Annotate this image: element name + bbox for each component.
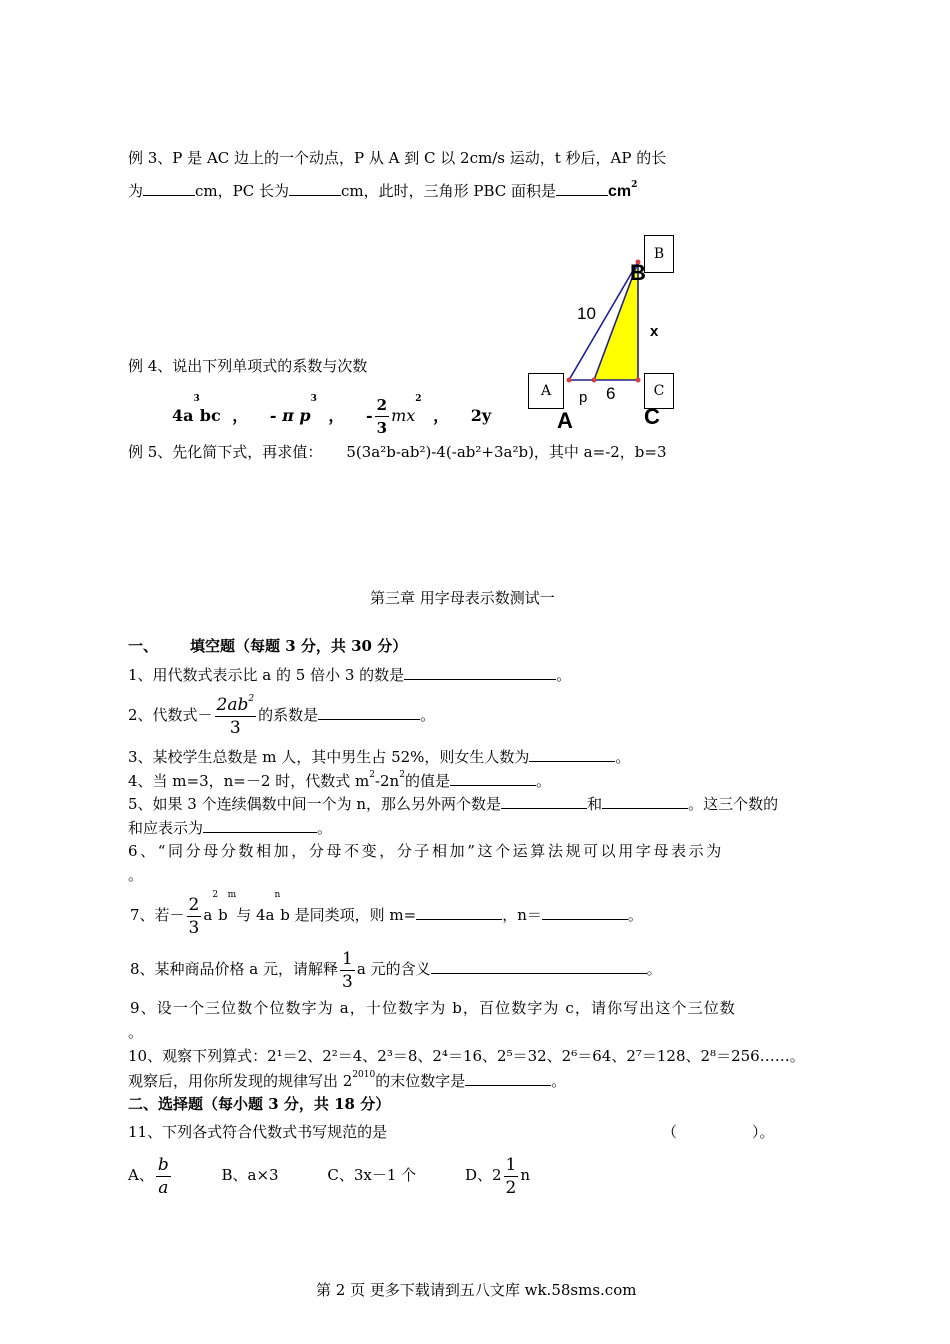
answer-blank bbox=[203, 817, 317, 833]
q7-pre: 7、若－ bbox=[130, 906, 185, 924]
q2-frac bbox=[215, 694, 257, 739]
q4-pre: 4、当 m=3，n=－2 时，代数式 m bbox=[128, 772, 370, 790]
frac-num: 1 bbox=[342, 948, 353, 969]
q10-line2b: 的末位数字是 bbox=[375, 1072, 466, 1090]
frac-num: b bbox=[157, 1154, 169, 1175]
frac-den: a bbox=[158, 1177, 169, 1198]
term1-exp: 3 bbox=[193, 394, 200, 404]
ex3-unit-exp: 2 bbox=[631, 180, 638, 190]
term4: 2y bbox=[470, 406, 492, 425]
q9-line2: 。 bbox=[128, 1023, 144, 1041]
term3-exp: 2 bbox=[415, 394, 422, 404]
q6-line1: 6、“同分母分数相加，分母不变，分子相加”这个运算法规可以用字母表示为 bbox=[128, 842, 724, 860]
answer-blank bbox=[501, 793, 587, 809]
q2-post: 的系数是 bbox=[258, 706, 319, 724]
q7-b: b bbox=[218, 906, 228, 924]
q5-line2 bbox=[128, 817, 332, 838]
q7-end: 。 bbox=[627, 906, 643, 924]
frac-den: 3 bbox=[229, 717, 241, 738]
page-footer: 第 2 页 更多下载请到五八文库 wk.58sms.com bbox=[316, 1281, 637, 1299]
q5-end: 。这三个数的 bbox=[688, 795, 779, 813]
q3-text: 3、某校学生总数是 m 人，其中男生占 52%，则女生人数为 bbox=[128, 748, 530, 766]
frac-den: 3 bbox=[188, 917, 200, 938]
ex5-expr: 5(3a²b-ab²)-4(-ab²+3a²b)，其中 a=-2，b=3 bbox=[346, 443, 667, 461]
q11-paren: （ ）。 bbox=[662, 1123, 775, 1141]
q3-end: 。 bbox=[615, 748, 631, 766]
q2-num: 2ab bbox=[216, 694, 249, 715]
answer-blank bbox=[404, 664, 556, 680]
label-b: B bbox=[630, 260, 646, 285]
frac-num bbox=[215, 694, 257, 717]
q4-exp2: 2 bbox=[399, 770, 405, 780]
label-b-box: B bbox=[644, 235, 674, 273]
answer-blank bbox=[416, 904, 502, 920]
answer-blank bbox=[431, 958, 647, 974]
frac-den: 3 bbox=[376, 419, 388, 437]
ex4-title: 例 4、说出下列单项式的系数与次数 bbox=[128, 357, 368, 375]
term2-exp: 3 bbox=[310, 394, 317, 404]
label-a-box: A bbox=[528, 373, 564, 409]
point-a-dot bbox=[567, 378, 572, 383]
ex5-label: 例 5、先化简下式，再求值： bbox=[128, 443, 323, 461]
sep: ， bbox=[433, 406, 450, 425]
section1-heading bbox=[128, 636, 407, 656]
frac-num: 2 bbox=[188, 894, 200, 915]
option-a[interactable] bbox=[128, 1154, 173, 1198]
ex3-seg1: cm，PC 长为 bbox=[195, 182, 289, 200]
section2-heading: 二、选择题（每小题 3 分，共 18 分） bbox=[128, 1095, 391, 1113]
q5-line2-text: 和应表示为 bbox=[128, 819, 204, 837]
option-d-post: n bbox=[520, 1166, 531, 1184]
q7-post: b 是同类项，则 m= bbox=[280, 906, 417, 924]
answer-blank bbox=[450, 770, 536, 786]
q7-a-exp: 2 bbox=[212, 890, 219, 900]
q2-end: 。 bbox=[420, 706, 436, 724]
q8-frac bbox=[340, 948, 355, 993]
term2 bbox=[269, 394, 317, 425]
q4 bbox=[128, 770, 551, 791]
q10-line1: 10、观察下列算式：2¹＝2、2²＝4、2³＝8、2⁴＝16、2⁵＝32、2⁶＝64、2⁷＝128、2⁸＝256……。 bbox=[128, 1047, 805, 1065]
frac-num: 1 bbox=[505, 1154, 517, 1175]
term1-c: bc bbox=[199, 406, 221, 425]
answer-blank bbox=[542, 904, 628, 920]
section1-num: 一、 bbox=[128, 637, 159, 655]
q2-num-exp: 2 bbox=[248, 693, 255, 704]
q4-exp1: 2 bbox=[369, 770, 375, 780]
ex3-line1: 例 3、P 是 AC 边上的一个动点，P 从 A 到 C 以 2cm/s 运动，t 秒后，AP 的长 bbox=[128, 149, 667, 167]
term3-frac bbox=[375, 394, 389, 439]
term3 bbox=[366, 394, 422, 437]
term3-sign: - bbox=[366, 406, 373, 425]
q2-pre: 2、代数式－ bbox=[128, 706, 213, 724]
q4-mid: -2n bbox=[374, 772, 400, 790]
q7-n-exp: n bbox=[274, 890, 281, 900]
q8-pre: 8、某种商品价格 a 元，请解释 bbox=[130, 960, 339, 978]
option-d[interactable] bbox=[464, 1154, 531, 1198]
q10-line2 bbox=[128, 1070, 566, 1091]
ex3-unit: cm bbox=[608, 183, 632, 200]
q5-line1 bbox=[128, 793, 778, 814]
blank bbox=[289, 180, 341, 196]
q1-end: 。 bbox=[556, 666, 572, 684]
q7-b-exp: m bbox=[227, 890, 237, 900]
term1 bbox=[172, 394, 221, 425]
option-d-label: D、2 bbox=[464, 1166, 502, 1184]
sep: ， bbox=[232, 406, 249, 425]
q9-line1: 9、设一个三位数个位数字为 a，十位数字为 b，百位数字为 c，请你写出这个三位数 bbox=[130, 999, 736, 1017]
q8 bbox=[130, 944, 662, 994]
term2-a: - π p bbox=[269, 406, 311, 425]
frac-den: 2 bbox=[505, 1177, 517, 1198]
sep: ， bbox=[328, 406, 345, 425]
q5-text: 5、如果 3 个连续偶数中间一个为 n，那么另外两个数是 bbox=[128, 795, 502, 813]
label-c-box: C bbox=[644, 373, 674, 409]
answer-blank bbox=[318, 704, 420, 720]
q7-a: a bbox=[203, 906, 213, 924]
q11-stem: 11、下列各式符合代数式书写规范的是 bbox=[128, 1123, 388, 1141]
q7 bbox=[130, 890, 643, 940]
q6-line2: 。 bbox=[128, 866, 144, 884]
label-6: 6 bbox=[606, 384, 616, 403]
answer-blank bbox=[529, 746, 615, 762]
option-a-label: A、 bbox=[128, 1166, 154, 1184]
ex4-terms bbox=[172, 394, 491, 439]
point-p-dot bbox=[592, 378, 597, 383]
q4-end: 。 bbox=[535, 772, 551, 790]
q3 bbox=[128, 746, 630, 767]
q8-end: 。 bbox=[646, 960, 662, 978]
blank bbox=[556, 180, 608, 196]
option-a-frac bbox=[156, 1154, 171, 1199]
point-c-dot bbox=[636, 378, 641, 383]
answer-blank bbox=[465, 1070, 551, 1086]
q2 bbox=[128, 690, 435, 740]
label-10: 10 bbox=[577, 304, 596, 323]
ex3-line2 bbox=[128, 180, 637, 202]
q10-end: 。 bbox=[551, 1072, 567, 1090]
label-x: x bbox=[650, 323, 659, 340]
section1-title: 填空题（每题 3 分，共 30 分） bbox=[190, 637, 408, 655]
frac-den: 3 bbox=[342, 971, 353, 992]
ex3-prefix: 为 bbox=[128, 182, 144, 200]
q7-sep: ，n＝ bbox=[502, 906, 542, 924]
q1 bbox=[128, 664, 571, 685]
chapter-title: 第三章 用字母表示数测试一 bbox=[370, 589, 555, 607]
q8-post: a 元的含义 bbox=[356, 960, 431, 978]
option-d-frac bbox=[504, 1154, 519, 1199]
label-c: C bbox=[644, 404, 660, 429]
q10-exp: 2010 bbox=[352, 1070, 376, 1080]
term1-a: 4a bbox=[172, 406, 194, 425]
q10-line2a: 观察后，用你所发现的规律写出 2 bbox=[128, 1072, 353, 1090]
term3-b: mx bbox=[391, 406, 416, 425]
answer-blank bbox=[602, 793, 688, 809]
q1-text: 1、用代数式表示比 a 的 5 倍小 3 的数是 bbox=[128, 666, 405, 684]
frac-num: 2 bbox=[375, 394, 389, 417]
ex5-line bbox=[128, 442, 667, 462]
q11-options bbox=[128, 1150, 530, 1200]
label-p: p bbox=[579, 389, 588, 406]
q4-post: 的值是 bbox=[404, 772, 450, 790]
blank bbox=[143, 180, 195, 196]
ex3-seg2: cm，此时，三角形 PBC 面积是 bbox=[340, 182, 557, 200]
q7-mid: 与 4a bbox=[236, 906, 275, 924]
option-b[interactable]: B、a×3 bbox=[221, 1166, 279, 1184]
q5-and: 和 bbox=[587, 795, 603, 813]
option-c[interactable]: C、3x－1 个 bbox=[327, 1166, 417, 1184]
q7-frac bbox=[187, 894, 202, 939]
label-a: A bbox=[557, 408, 573, 433]
q5-end2: 。 bbox=[317, 819, 333, 837]
